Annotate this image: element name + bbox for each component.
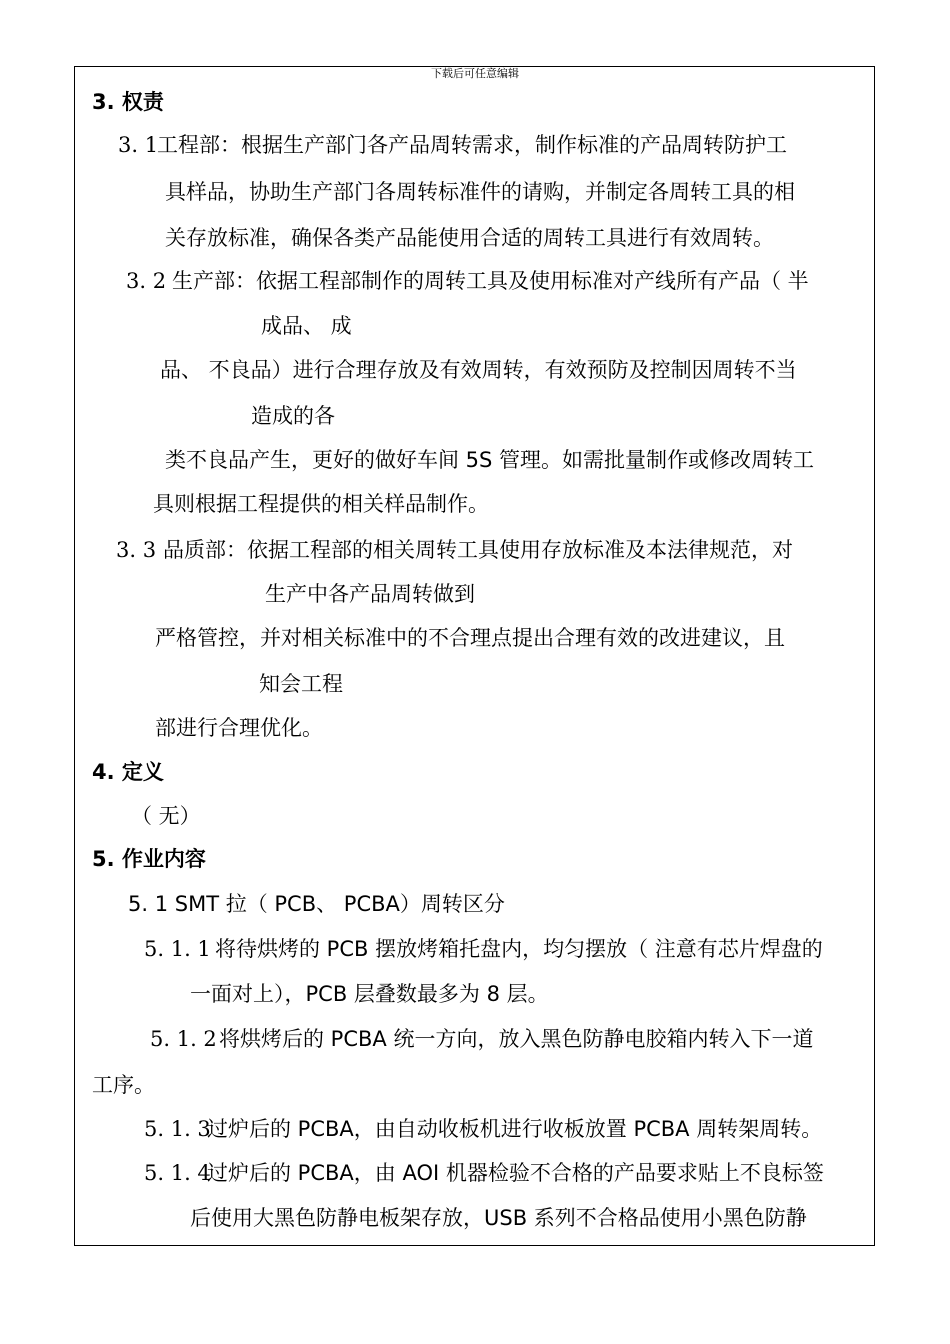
section-4-heading: 4. 定义 <box>92 760 164 784</box>
item-5-1-1-line-2: 一面对上），PCB 层叠数最多为 8 层。 <box>190 982 549 1006</box>
clause-3-3-line-4: 知会工程 <box>259 672 343 696</box>
item-5-1-2-number: 5. 1. 2 <box>150 1027 217 1051</box>
item-5-1-3-line-1: 过炉后的 PCBA，由自动收板机进行收板放置 PCBA 周转架周转。 <box>207 1117 823 1141</box>
item-5-1-4-line-2: 后使用大黑色防静电板架存放，USB 系列不合格品使用小黑色防静 <box>190 1206 807 1230</box>
clause-3-1-line-3: 关存放标准，确保各类产品能使用合适的周转工具进行有效周转。 <box>165 226 774 250</box>
clause-3-2-line-3: 品、 不良品）进行合理存放及有效周转，有效预防及控制因周转不当 <box>160 358 797 382</box>
item-5-1-3-number: 5. 1. 3 <box>144 1117 211 1141</box>
clause-3-1-line-2: 具样品，协助生产部门各周转标准件的请购，并制定各周转工具的相 <box>165 180 795 204</box>
item-5-1-1-line-1: 将待烘烤的 PCB 摆放烤箱托盘内，均匀摆放（ 注意有芯片焊盘的 <box>215 937 823 961</box>
clause-3-3-number: 3. 3 <box>116 538 157 562</box>
clause-3-1-number: 3. 1 <box>118 133 159 157</box>
item-5-1-4-line-1: 过炉后的 PCBA，由 AOI 机器检验不合格的产品要求贴上不良标签 <box>207 1161 824 1185</box>
clause-3-2-line-6: 具则根据工程提供的相关样品制作。 <box>153 492 489 516</box>
clause-3-3-line-5: 部进行合理优化。 <box>155 716 323 740</box>
clause-3-2-line-2: 成品、 成 <box>261 314 352 338</box>
clause-3-2-line-4: 造成的各 <box>251 404 335 428</box>
section-4-body: （ 无） <box>131 804 201 828</box>
item-5-1-1-number: 5. 1. 1 <box>144 937 211 961</box>
clause-3-3-line-2: 生产中各产品周转做到 <box>265 582 475 606</box>
clause-3-2-number: 3. 2 <box>126 269 167 293</box>
item-5-1-2-line-2: 工序。 <box>92 1073 155 1097</box>
clause-3-3-line-3: 严格管控，并对相关标准中的不合理点提出合理有效的改进建议，且 <box>155 626 785 650</box>
clause-3-1-line-1: 工程部：根据生产部门各产品周转需求，制作标准的产品周转防护工 <box>157 133 787 157</box>
clause-3-2-line-1: 生产部：依据工程部制作的周转工具及使用标准对产线所有产品（ 半 <box>172 269 809 293</box>
clause-3-3-line-1: 品质部：依据工程部的相关周转工具使用存放标准及本法律规范，对 <box>163 538 793 562</box>
section-5-heading: 5. 作业内容 <box>92 847 206 871</box>
item-5-1-4-number: 5. 1. 4 <box>144 1161 211 1185</box>
section-3-heading: 3. 权责 <box>92 90 164 114</box>
subsection-5-1-title: 5. 1 SMT 拉（ PCB、 PCBA）周转区分 <box>128 892 505 916</box>
clause-3-2-line-5: 类不良品产生，更好的做好车间 5S 管理。如需批量制作或修改周转工 <box>165 448 815 472</box>
item-5-1-2-line-1: 将烘烤后的 PCBA 统一方向，放入黑色防静电胶箱内转入下一道 <box>219 1027 814 1051</box>
header-note: 下载后可任意编辑 <box>431 67 519 80</box>
